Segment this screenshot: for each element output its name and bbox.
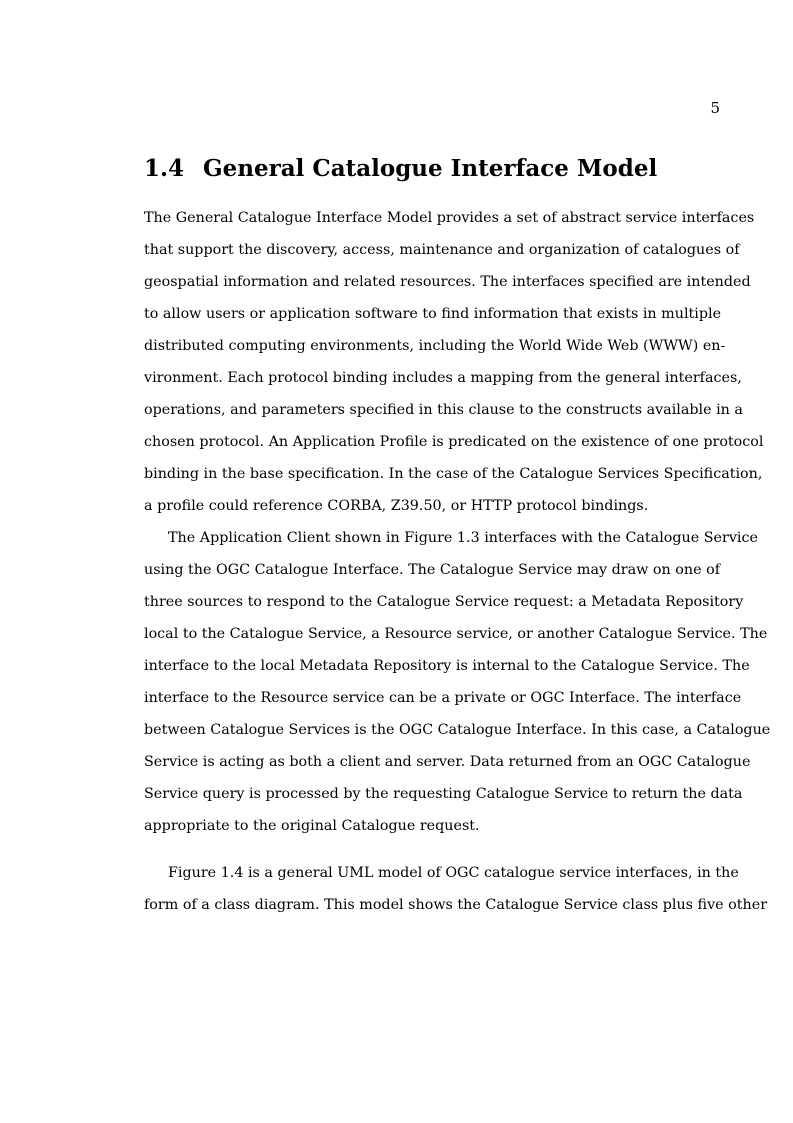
- text-line: three sources to respond to the Catalogue Service request: a Metadata Repository: [144, 594, 744, 610]
- text-line: The Application Client shown in Figure 1.3 interfaces with the Catalogue Service: [168, 530, 758, 546]
- text-line: to allow users or application software to find information that exists in multiple: [144, 306, 722, 322]
- text-line: interface to the local Metadata Repository is internal to the Catalogue Service. The: [144, 658, 750, 674]
- text-line: operations, and parameters specified in this clause to the constructs available in a: [144, 402, 743, 418]
- text-line: using the OGC Catalogue Interface. The Catalogue Service may draw on one of: [144, 562, 721, 578]
- text-line: between Catalogue Services is the OGC Catalogue Interface. In this case, a Catalogue: [144, 722, 771, 738]
- text-line: vironment. Each protocol binding includes a mapping from the general interfaces,: [144, 370, 742, 386]
- page-number: 5: [710, 99, 720, 117]
- section-number: 1.4: [144, 155, 185, 182]
- text-line: that support the discovery, access, maintenance and organization of catalogues of: [144, 242, 740, 258]
- text-line: distributed computing environments, including the World Wide Web (WWW) en-: [144, 338, 726, 354]
- section-heading: [144, 154, 724, 184]
- text-line: Service is acting as both a client and server. Data returned from an OGC Catalogue: [144, 754, 751, 770]
- text-line: a profile could reference CORBA, Z39.50, or HTTP protocol bindings.: [144, 498, 649, 514]
- text-line: local to the Catalogue Service, a Resource service, or another Catalogue Service. The: [144, 626, 768, 642]
- text-line: geospatial information and related resources. The interfaces specified are intended: [144, 274, 751, 290]
- text-line: Figure 1.4 is a general UML model of OGC catalogue service interfaces, in the: [168, 865, 739, 881]
- text-line: interface to the Resource service can be a private or OGC Interface. The interface: [144, 690, 742, 706]
- text-line: appropriate to the original Catalogue request.: [144, 818, 480, 834]
- text-line: The General Catalogue Interface Model provides a set of abstract service interfaces: [144, 210, 755, 226]
- text-line: chosen protocol. An Application Profile is predicated on the existence of one protocol: [144, 434, 764, 450]
- paragraph-2: [144, 522, 771, 842]
- paragraph-3: [144, 857, 768, 921]
- paragraph-1: [144, 202, 764, 522]
- text-line: Service query is processed by the requesting Catalogue Service to return the data: [144, 786, 743, 802]
- text-line: binding in the base specification. In the case of the Catalogue Services Specification,: [144, 466, 763, 482]
- text-line: form of a class diagram. This model shows the Catalogue Service class plus five other: [144, 897, 768, 913]
- section-title: General Catalogue Interface Model: [203, 155, 658, 182]
